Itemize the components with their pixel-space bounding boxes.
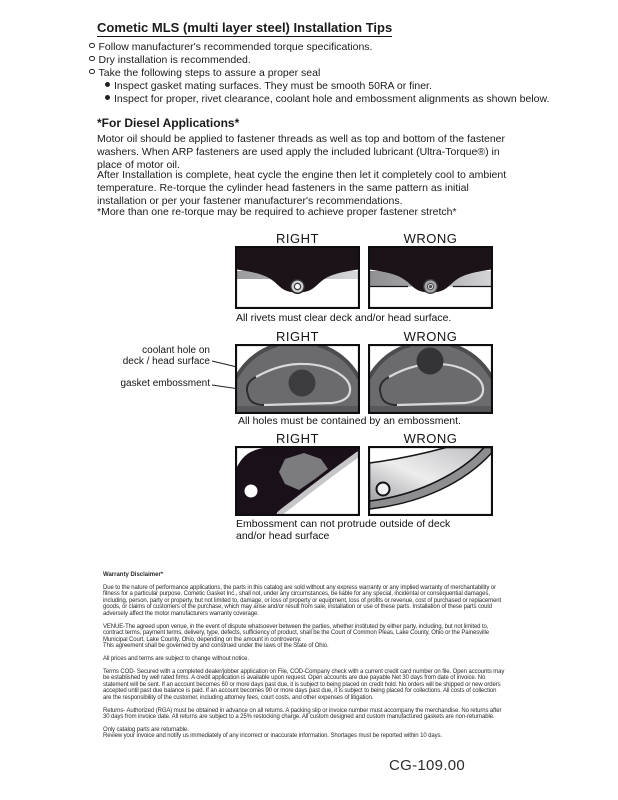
text-line: Due to the nature of performance applications, the parts in this catalog are sold without any express warranty or any implied warranty of merchantability or <box>103 584 496 591</box>
figure-rivet-wrong-diagram <box>368 246 493 309</box>
figure-rivet-caption: All rivets must clear deck and/or head surface. <box>236 312 452 324</box>
list-item <box>89 41 372 54</box>
solid-bullet-icon <box>105 82 110 87</box>
text-line: fitness for a particular purpose. Cometic Gasket Inc., shall not, under any circumstances, be liable for any special, incidental or consequential damages, <box>103 591 490 598</box>
text-line: goods, or claims of customers of the purchase, which may arise and/or result from sale, installation or use of these parts. Installation of these parts could <box>103 604 492 611</box>
figure-embossment-caption <box>236 518 450 542</box>
rivet-wrong-illustration <box>368 246 493 309</box>
catalog-code: CG-109.00 <box>389 757 466 774</box>
section-heading-diesel: *For Diesel Applications* <box>97 116 240 130</box>
text-line: adversely affect the motor manufacturers warranty coverage. <box>103 610 259 617</box>
figure-holes-caption: All holes must be contained by an embossment. <box>238 415 461 427</box>
figure-right-label: RIGHT <box>276 329 319 344</box>
open-bullet-icon <box>89 56 95 62</box>
text-line: Terms COD- Secured with a completed dealer/jobber application on File, COD-Company check with a current credit card number on file. Open accounts may <box>103 668 505 675</box>
caption-line: Embossment can not protrude outside of deck <box>236 518 451 530</box>
solid-bullet-icon <box>105 95 110 100</box>
catalog-returns-paragraph <box>103 727 521 740</box>
gasket-embossment-annotation: gasket embossment <box>120 378 210 389</box>
figure-right-label: RIGHT <box>276 231 319 246</box>
list-item-label: Take the following steps to assure a proper seal <box>98 67 321 79</box>
annotation-line: deck / head surface <box>122 356 210 367</box>
open-bullet-icon <box>89 43 95 49</box>
returns-paragraph <box>103 708 521 721</box>
list-item <box>89 54 251 67</box>
paragraph: After Installation is complete, heat cycle the engine then let it completely cool to ambient temperature. Re-torque the cylinder head fasteners in the same pattern as initial installation or per your fastener manufacturer's recommendations. <box>97 169 507 207</box>
venue-paragraph <box>103 624 521 650</box>
warranty-paragraph <box>103 585 521 618</box>
warranty-disclaimer-heading: Warranty Disclaimer* <box>103 572 164 578</box>
list-item <box>89 67 320 80</box>
list-item-label: Follow manufacturer's recommended torque specifications. <box>98 41 373 53</box>
text-line: Only catalog parts are returnable. <box>103 726 189 733</box>
text-line: including, person, party or property, but not limited to, damage, or loss of property or equipment, loss of profits or revenue, cost of purchased or replacement <box>103 597 502 604</box>
figure-embossment-right-diagram <box>235 446 360 516</box>
text-line: statement will be sent. If an account becomes 60 or more days past due, it is subject to being placed on credit hold. No orders will be shipped or new orders <box>103 681 501 688</box>
embossment-wrong-illustration <box>368 446 493 516</box>
holes-wrong-illustration <box>368 344 493 414</box>
figure-holes-wrong-diagram <box>368 344 493 414</box>
list-item <box>105 93 549 106</box>
text-line: accepted until past due balance is paid. If an account becomes 90 or more days past due, it is subject to being placed for collections. All costs of collection <box>103 688 497 695</box>
prices-paragraph <box>103 656 521 663</box>
list-item-label: Inspect gasket mating surfaces. They must be smooth 50RA or finer. <box>114 80 432 92</box>
text-line: Returns- Authorized (RGA) must be obtained in advance on all returns. A packing slip or invoice number must accompany the merchandise. No returns after <box>103 707 502 714</box>
figure-embossment-wrong-diagram <box>368 446 493 516</box>
coolant-hole-annotation <box>100 345 210 367</box>
list-item-label: Inspect for proper, rivet clearance, coolant hole and embossment alignments as shown below. <box>114 93 550 105</box>
text-line: VENUE-The agreed upon venue, in the event of dispute whatsoever between the parties, whether instituted by either party, including, but not limited to, <box>103 623 489 630</box>
text-line: are the responsibility of the customer, including attorney fees, court costs, and other expenses of litigation. <box>103 694 374 701</box>
rivet-right-illustration <box>235 246 360 309</box>
text-line: 30 days from invoice date. All returns are subject to a 25% restocking charge. All custom designed and custom manufactured gaskets are non-returnable. <box>103 714 495 721</box>
text-line: contract terms, payment terms, delivery, type, defects, sufficiency of product, shall be the Court of Common Pleas, Lake County, Ohio or the Painesville <box>103 630 489 637</box>
terms-paragraph <box>103 669 521 702</box>
retorque-note: *More than one re-torque may be required to achieve proper fastener stretch* <box>97 206 457 218</box>
list-item-label: Dry installation is recommended. <box>98 54 251 66</box>
legal-disclaimer-block <box>103 572 521 746</box>
text-line: Municipal Court, Lake County, Ohio, depending on the amount in controversy. <box>103 636 302 643</box>
figure-rivet-right-diagram <box>235 246 360 309</box>
caption-line: and/or head surface <box>236 530 330 542</box>
holes-right-illustration <box>235 344 360 414</box>
text-line: Review your invoice and notify us immediately of any incorrect or inaccurate information. Shortages must be reported within 10 days. <box>103 733 442 740</box>
figure-right-label: RIGHT <box>276 431 319 446</box>
annotation-line: coolant hole on <box>142 345 210 356</box>
list-item <box>105 80 432 93</box>
figure-wrong-label: WRONG <box>403 431 458 446</box>
paragraph: Motor oil should be applied to fastener threads as well as top and bottom of the fastener washers. When ARP fasteners are used apply the included lubricant (Ultra-Torque®) in place of motor oil. <box>97 133 505 171</box>
page-title: Cometic MLS (multi layer steel) Installation Tips <box>97 20 393 35</box>
text-line: All prices and terms are subject to change without notice. <box>103 655 249 662</box>
embossment-right-illustration <box>235 446 360 516</box>
figure-holes-right-diagram <box>235 344 360 414</box>
open-bullet-icon <box>89 69 95 75</box>
text-line: This agreement shall be governed by and construed under the laws of the State of Ohio. <box>103 643 329 650</box>
text-line: be established by well rated firms. A credit application is available upon request. Open accounts are due payable Net 30 days from date of invoice. No <box>103 675 486 682</box>
figure-wrong-label: WRONG <box>403 231 458 246</box>
figure-wrong-label: WRONG <box>403 329 458 344</box>
